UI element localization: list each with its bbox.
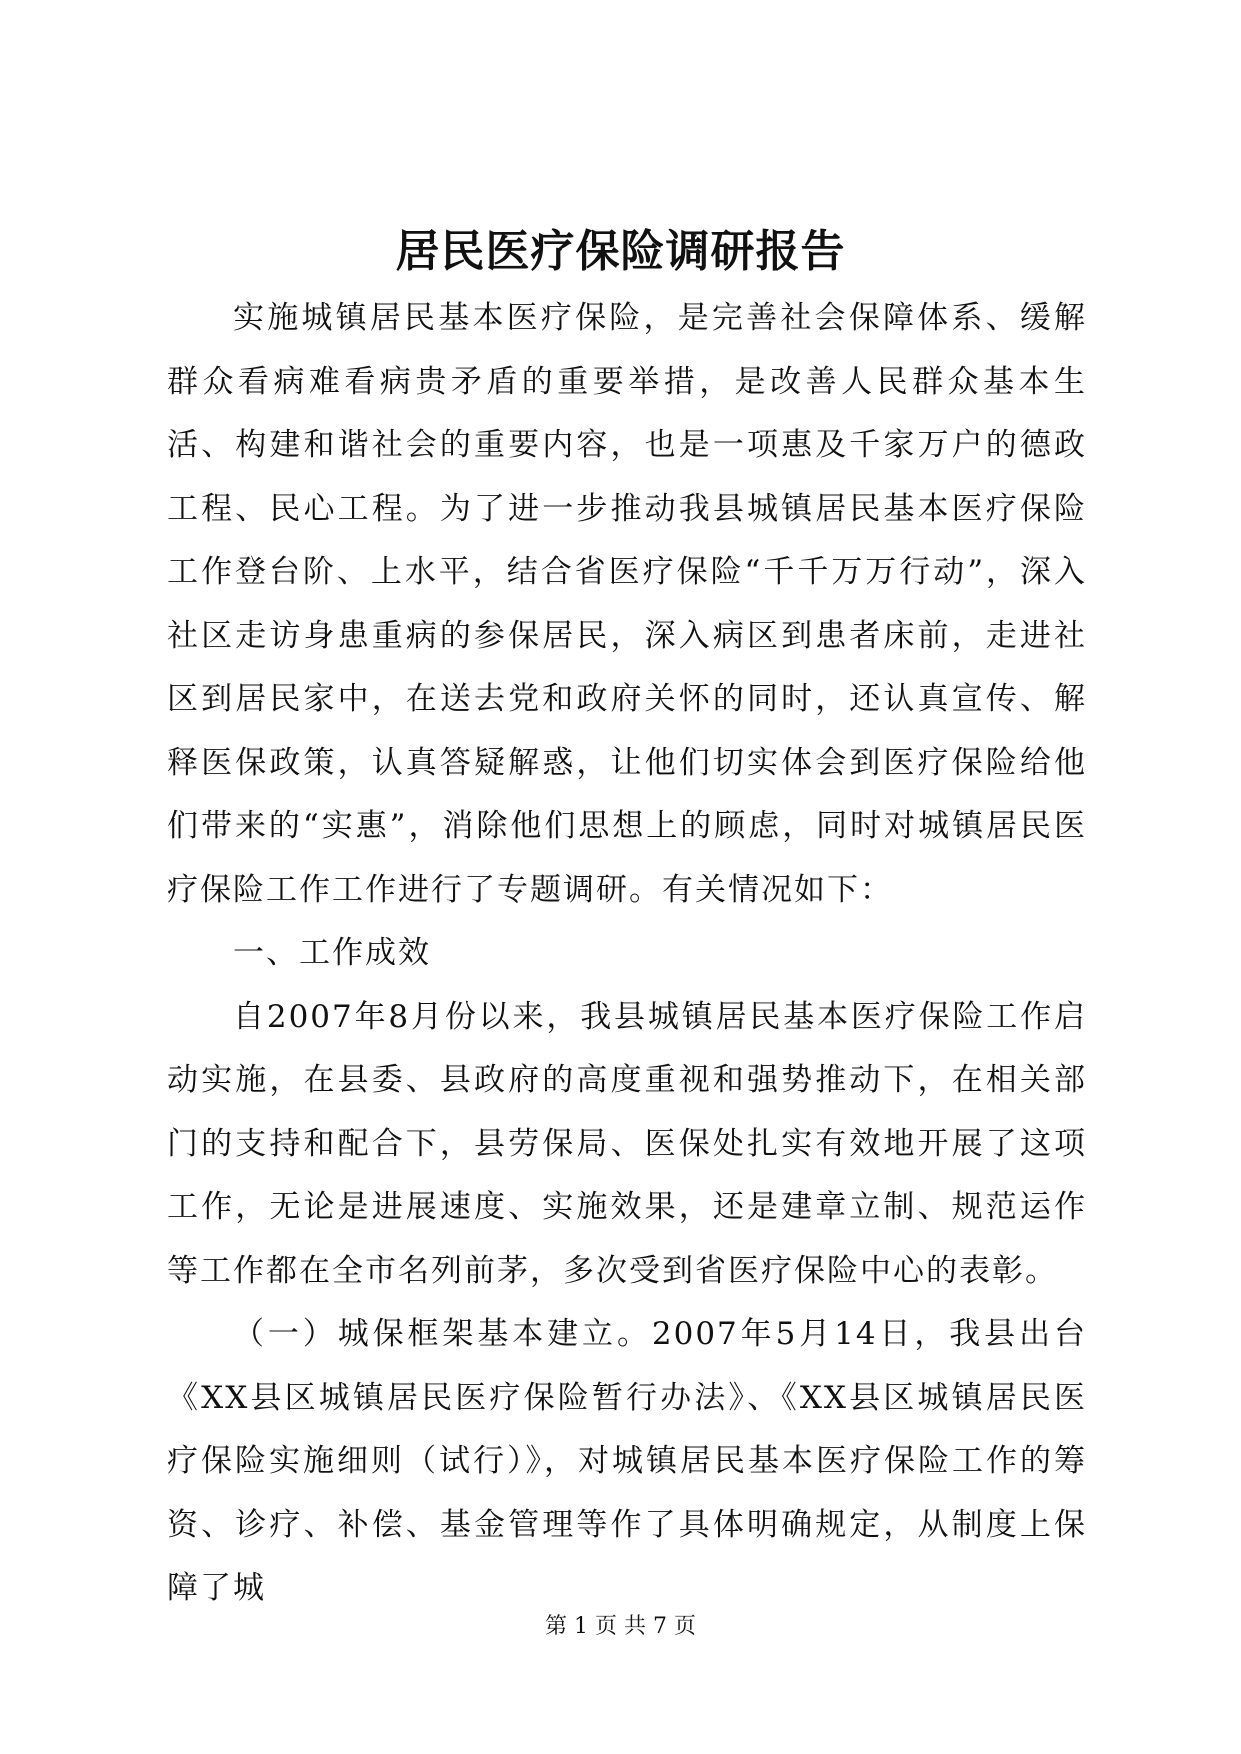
paragraph-work-results: 自2007年8月份以来，我县城镇居民基本医疗保险工作启动实施，在县委、县政府的高度重视和强势推动下，在相关部门的支持和配合下，县劳保局、医保处扎实有效地开展了这项工作，无论是进展速度、实施效果，还是建章立制、规范运作等工作都在全市名列前茅，多次受到省医疗保险中心的表彰。 <box>167 998 1087 1289</box>
paragraph-framework: （一）城保框架基本建立。2007年5月14日，我县出台《XX县区城镇居民医疗保险暂行办法》、《XX县区城镇居民医疗保险实施细则（试行）》，对城镇居民基本医疗保险工作的筹资、诊疗、补偿、基金管理等作了具体明确规定，从制度上保障了城 <box>167 1316 1087 1606</box>
document-title: 居民医疗保险调研报告 <box>395 226 846 277</box>
document-body <box>167 287 1087 1621</box>
paragraph-intro: 实施城镇居民基本医疗保险，是完善社会保障体系、缓解群众看病难看病贵矛盾的重要举措，是改善人民群众基本生活、构建和谐社会的重要内容，也是一项惠及千家万户的德政工程、民心工程。为了进一步推动我县城镇居民基本医疗保险工作登台阶、上水平，结合省医疗保险“千千万万行动”，深入社区走访身患重病的参保居民，深入病区到患者床前，走进社区到居民家中，在送去党和政府关怀的同时，还认真宣传、解释医保政策，认真答疑解惑，让他们切实体会到医疗保险给他们带来的“实惠”，消除他们思想上的顾虑，同时对城镇居民医疗保险工作工作进行了专题调研。有关情况如下： <box>167 300 1087 908</box>
section-heading-work-results: 一、工作成效 <box>233 935 431 971</box>
page-number-footer: 第 1 页 共 7 页 <box>545 1614 696 1639</box>
